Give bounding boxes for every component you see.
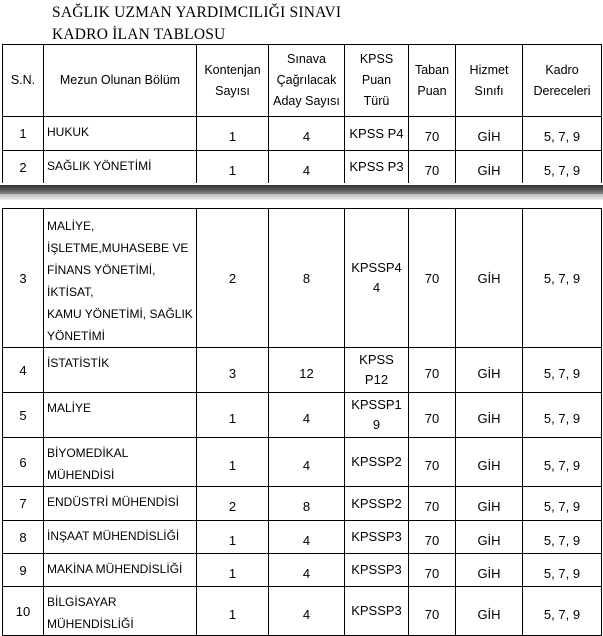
cell-kadro: 5, 7, 9: [523, 554, 602, 587]
cell-kontenjan: 2: [197, 209, 269, 348]
cell-kadro: 5, 7, 9: [523, 209, 602, 348]
rows.4.kpss-line: KPSSP1: [351, 397, 402, 412]
rows.3.kpss-line: KPSS: [359, 352, 394, 367]
rows.5.bolum-line: BİYOMEDİKAL MÜHENDİSİ: [47, 446, 128, 482]
rows.2.bolum-line: YÖNETİMİ: [47, 329, 106, 343]
cell-kontenjan: 1: [197, 438, 269, 487]
header-bolum: Mezun Olunan Bölüm: [44, 45, 197, 117]
cell-hizmet: GİH: [456, 521, 523, 554]
table-row: [3, 587, 602, 636]
cell-bolum: [44, 487, 197, 521]
cell-hizmet: GİH: [456, 151, 523, 184]
rows.0.bolum-line: HUKUK: [47, 125, 90, 139]
cell-aday: 4: [269, 521, 345, 554]
header-row: [3, 45, 602, 117]
cell-aday: 12: [269, 348, 345, 393]
rows.2.bolum-line: MALİYE,: [47, 219, 95, 233]
cell-bolum: [44, 521, 197, 554]
cell-sn: 6: [3, 438, 44, 487]
rows.2.kpss-line: 4: [372, 280, 381, 295]
cell-kadro: 5, 7, 9: [523, 117, 602, 151]
cell-kadro: 5, 7, 9: [523, 348, 602, 393]
cell-taban: 70: [409, 438, 456, 487]
cell-kpss: [345, 438, 409, 487]
cell-kpss: [345, 587, 409, 636]
cell-taban: 70: [409, 117, 456, 151]
cell-aday: 4: [269, 117, 345, 151]
cell-kpss: [345, 521, 409, 554]
cell-kpss: [345, 151, 409, 184]
cell-aday: 8: [269, 487, 345, 521]
cell-sn: 7: [3, 487, 44, 521]
cell-taban: 70: [409, 521, 456, 554]
cell-taban: 70: [409, 393, 456, 438]
cell-sn: 5: [3, 393, 44, 438]
cell-bolum: [44, 587, 197, 636]
cell-kadro: 5, 7, 9: [523, 438, 602, 487]
cell-sn: 10: [3, 587, 44, 636]
cell-bolum: [44, 554, 197, 587]
cell-hizmet: GİH: [456, 487, 523, 521]
header-sn: S.N.: [3, 45, 44, 117]
rows.8.bolum-line: MAKİNA MÜHENDİSLİĞİ: [47, 562, 183, 576]
cell-kadro: 5, 7, 9: [523, 487, 602, 521]
cell-hizmet: GİH: [456, 554, 523, 587]
cell-taban: 70: [409, 348, 456, 393]
rows.7.bolum-line: İNŞAAT MÜHENDİSLİĞİ: [47, 529, 180, 543]
header-kpss: KPSS Puan Türü: [345, 45, 409, 117]
cell-bolum: [44, 209, 197, 348]
header-kadro: Kadro Dereceleri: [523, 45, 602, 117]
cell-aday: 4: [269, 554, 345, 587]
cell-sn: 3: [3, 209, 44, 348]
header-aday: Sınava Çağrılacak Aday Sayısı: [269, 45, 345, 117]
cell-hizmet: GİH: [456, 587, 523, 636]
cell-bolum: [44, 438, 197, 487]
cell-taban: 70: [409, 487, 456, 521]
kadro-table-part-2: [2, 208, 602, 636]
cell-kpss: [345, 554, 409, 587]
header-taban: Taban Puan: [409, 45, 456, 117]
rows.3.bolum-line: İSTATİSTİK: [47, 356, 110, 370]
table-row: [3, 521, 602, 554]
page-break-shadow: [0, 194, 603, 200]
cell-hizmet: GİH: [456, 209, 523, 348]
cell-kontenjan: 3: [197, 348, 269, 393]
header-kontenjan: Kontenjan Sayısı: [197, 45, 269, 117]
header-hizmet: Hizmet Sınıfı: [456, 45, 523, 117]
rows.4.kpss-line: 9: [372, 417, 381, 432]
cell-aday: 4: [269, 438, 345, 487]
cell-sn: 1: [3, 117, 44, 151]
cell-sn: 8: [3, 521, 44, 554]
rows.2.kpss-line: KPSSP4: [351, 260, 402, 275]
cell-sn: 2: [3, 151, 44, 184]
rows.8.kpss-line: KPSSP3: [351, 562, 402, 577]
cell-sn: 4: [3, 348, 44, 393]
cell-taban: 70: [409, 587, 456, 636]
cell-bolum: [44, 348, 197, 393]
rows.1.bolum-line: SAĞLIK YÖNETİMİ: [47, 159, 152, 173]
cell-taban: 70: [409, 554, 456, 587]
table-row: [3, 117, 602, 151]
rows.5.kpss-line: KPSSP2: [351, 454, 402, 469]
cell-bolum: [44, 393, 197, 438]
cell-hizmet: GİH: [456, 438, 523, 487]
table-row: [3, 151, 602, 184]
rows.9.kpss-line: KPSSP3: [351, 603, 402, 618]
cell-kpss: [345, 393, 409, 438]
kadro-table-part-1: [2, 44, 602, 184]
cell-kontenjan: 1: [197, 151, 269, 184]
cell-taban: 70: [409, 209, 456, 348]
cell-aday: 4: [269, 393, 345, 438]
rows.4.bolum-line: MALİYE: [47, 401, 92, 415]
rows.7.kpss-line: KPSSP3: [351, 529, 402, 544]
rows.2.bolum-line: İŞLETME,MUHASEBE VE: [47, 241, 189, 255]
cell-kpss: [345, 209, 409, 348]
cell-taban: 70: [409, 151, 456, 184]
cell-kadro: 5, 7, 9: [523, 521, 602, 554]
cell-kadro: 5, 7, 9: [523, 587, 602, 636]
cell-hizmet: GİH: [456, 117, 523, 151]
document-title: SAĞLIK UZMAN YARDIMCILIĞI SINAVI: [52, 4, 342, 21]
cell-kontenjan: 1: [197, 587, 269, 636]
cell-kadro: 5, 7, 9: [523, 151, 602, 184]
cell-kontenjan: 2: [197, 487, 269, 521]
table-row: [3, 209, 602, 348]
rows.0.kpss-line: KPSS P4: [349, 125, 404, 141]
document-subtitle: KADRO İLAN TABLOSU: [52, 26, 226, 43]
cell-kpss: [345, 117, 409, 151]
cell-kpss: [345, 348, 409, 393]
cell-hizmet: GİH: [456, 393, 523, 438]
rows.1.kpss-line: KPSS P3: [349, 159, 404, 174]
table-row: [3, 393, 602, 438]
cell-hizmet: GİH: [456, 348, 523, 393]
page-break-bar: [0, 185, 603, 194]
rows.9.bolum-line: BİLGİSAYAR MÜHENDİSLİĞİ: [47, 595, 134, 631]
cell-kontenjan: 1: [197, 521, 269, 554]
rows.2.bolum-line: FİNANS YÖNETİMİ, İKTİSAT,: [47, 263, 156, 299]
cell-aday: 8: [269, 209, 345, 348]
cell-sn: 9: [3, 554, 44, 587]
rows.2.bolum-line: KAMU YÖNETİMİ, SAĞLIK: [47, 307, 193, 321]
cell-kadro: 5, 7, 9: [523, 393, 602, 438]
cell-kpss: [345, 487, 409, 521]
rows.6.bolum-line: ENDÜSTRİ MÜHENDİSİ: [47, 495, 180, 509]
cell-aday: 4: [269, 151, 345, 184]
cell-aday: 4: [269, 587, 345, 636]
table-row: [3, 438, 602, 487]
table-row: [3, 348, 602, 393]
rows.6.kpss-line: KPSSP2: [351, 495, 402, 511]
cell-bolum: [44, 117, 197, 151]
rows.3.kpss-line: P12: [364, 372, 389, 387]
table-row: [3, 487, 602, 521]
cell-bolum: [44, 151, 197, 184]
table-row: [3, 554, 602, 587]
cell-kontenjan: 1: [197, 393, 269, 438]
cell-kontenjan: 1: [197, 554, 269, 587]
cell-kontenjan: 1: [197, 117, 269, 151]
